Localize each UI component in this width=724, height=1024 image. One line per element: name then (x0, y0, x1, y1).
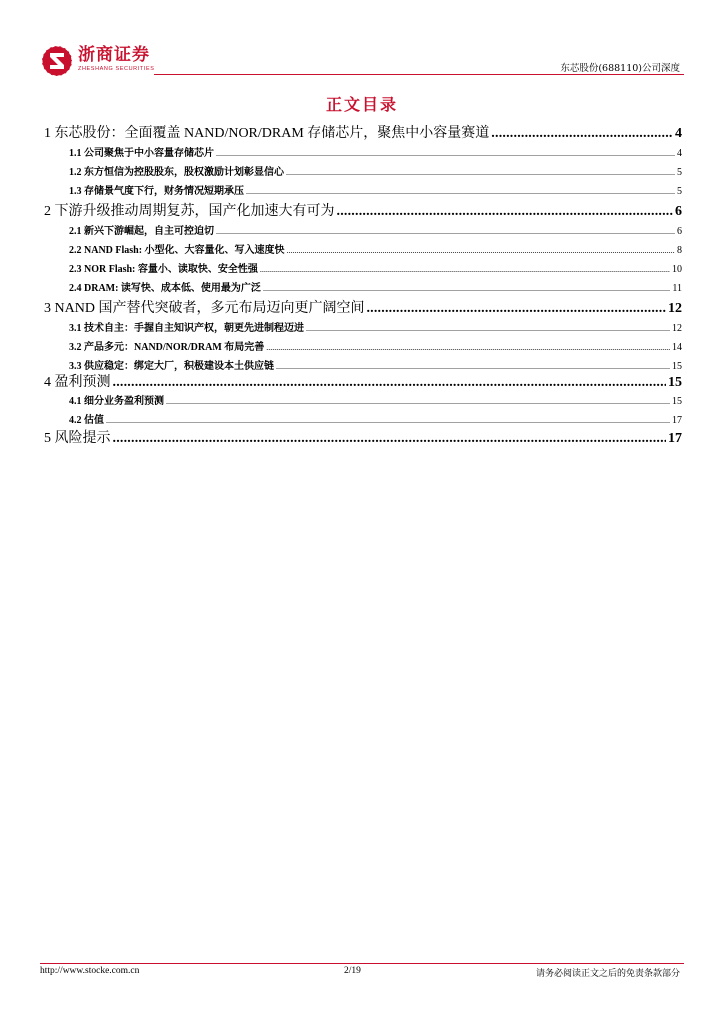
toc-entry-page: 11 (672, 283, 682, 294)
toc-entry-4-1[interactable] (69, 392, 682, 407)
dot-leader (260, 265, 670, 274)
toc-entry-page: 15 (668, 375, 682, 390)
toc-entry-page: 12 (668, 301, 682, 316)
toc-entry-page: 5 (677, 186, 682, 197)
toc-entry-page: 5 (677, 167, 682, 178)
toc-entry-page: 6 (675, 204, 682, 219)
toc-entry-text: 3.3 供应稳定：绑定大厂，积极建设本土供应链 (69, 361, 274, 372)
toc-entry-text: 2.2 NAND Flash: 小型化、大容量化、写入速度快 (69, 245, 285, 256)
toc-entry-2-4[interactable] (69, 279, 682, 294)
dot-leader (216, 227, 675, 236)
toc-entry-2-2[interactable] (69, 241, 682, 256)
toc-entry-text: 4 盈利预测 (44, 375, 111, 390)
logo-english-name: ZHESHANG SECURITIES (78, 66, 155, 72)
header-divider (154, 74, 684, 75)
toc-entry-text: 3.2 产品多元：NAND/NOR/DRAM 布局完善 (69, 342, 265, 353)
toc-entry-1-3[interactable] (69, 182, 682, 197)
toc-entry-3-1[interactable] (69, 319, 682, 334)
toc-entry-3-2[interactable] (69, 338, 682, 353)
toc-entry-2[interactable] (44, 200, 682, 220)
toc-entry-page: 17 (672, 415, 682, 426)
toc-entry-3[interactable] (44, 297, 682, 317)
toc-entry-text: 2.1 新兴下游崛起，自主可控迫切 (69, 226, 214, 237)
toc-entry-4-2[interactable] (69, 411, 682, 426)
footer-url[interactable]: http://www.stocke.com.cn (40, 966, 140, 976)
dot-leader (306, 324, 670, 333)
toc-entry-1-2[interactable] (69, 163, 682, 178)
toc-entry-page: 4 (677, 148, 682, 159)
dot-leader (113, 375, 667, 391)
logo-mark-icon (40, 44, 74, 78)
toc-entry-text: 2.4 DRAM: 读写快、成本低、使用最为广泛 (69, 283, 261, 294)
toc-entry-1-1[interactable] (69, 144, 682, 159)
dot-leader (113, 431, 667, 447)
dot-leader (216, 149, 675, 158)
report-label: 东芯股份(688110)公司深度 (560, 63, 680, 74)
toc-entry-2-3[interactable] (69, 260, 682, 275)
toc-entry-page: 14 (672, 342, 682, 353)
toc-entry-page: 6 (677, 226, 682, 237)
toc-entry-1[interactable] (44, 122, 682, 142)
toc-entry-text: 1.3 存储景气度下行，财务情况短期承压 (69, 186, 244, 197)
toc-entry-text: 3 NAND 国产替代突破者，多元布局迈向更广阔空间 (44, 301, 365, 316)
company-logo (40, 44, 155, 78)
dot-leader (263, 284, 670, 293)
toc-entry-text: 1.2 东方恒信为控股股东，股权激励计划彰显信心 (69, 167, 284, 178)
dot-leader (276, 362, 670, 371)
logo-chinese-name: 浙商证券 (78, 45, 150, 65)
toc-entry-4[interactable] (44, 371, 682, 391)
toc-entry-page: 8 (677, 245, 682, 256)
footer-divider (40, 963, 684, 964)
toc-entry-3-3[interactable] (69, 357, 682, 372)
dot-leader (286, 168, 675, 177)
toc-entry-text: 5 风险提示 (44, 431, 111, 446)
toc-entry-page: 12 (672, 323, 682, 334)
dot-leader (266, 343, 670, 352)
toc-title: 正文目录 (325, 95, 398, 114)
toc-entry-page: 4 (675, 126, 682, 141)
toc-entry-5[interactable] (44, 427, 682, 447)
toc-entry-text: 2.3 NOR Flash: 容量小、读取快、安全性强 (69, 264, 258, 275)
toc-entry-page: 17 (668, 431, 682, 446)
page-header (40, 42, 684, 78)
toc-entry-text: 4.1 细分业务盈利预测 (69, 396, 164, 407)
dot-leader (337, 204, 674, 220)
toc-entry-page: 15 (672, 396, 682, 407)
dot-leader (287, 246, 675, 255)
footer-page-indicator: 2/19 (344, 966, 361, 976)
toc-entry-page: 15 (672, 361, 682, 372)
dot-leader (166, 397, 670, 406)
toc-entry-text: 4.2 估值 (69, 415, 104, 426)
dot-leader (246, 187, 675, 196)
toc-entry-text: 1.1 公司聚焦于中小容量存储芯片 (69, 148, 214, 159)
toc-entry-text: 3.1 技术自主：手握自主知识产权，朝更先进制程迈进 (69, 323, 304, 334)
dot-leader (106, 416, 670, 425)
toc-entry-2-1[interactable] (69, 222, 682, 237)
toc-entry-text: 1 东芯股份：全面覆盖 NAND/NOR/DRAM 存储芯片，聚焦中小容量赛道 (44, 126, 490, 141)
dot-leader (366, 301, 666, 317)
footer-disclaimer: 请务必阅读正文之后的免责条款部分 (535, 969, 680, 979)
dot-leader (491, 126, 673, 142)
toc-entry-text: 2 下游升级推动周期复苏，国产化加速大有可为 (44, 204, 335, 219)
toc-entry-page: 10 (672, 264, 682, 275)
